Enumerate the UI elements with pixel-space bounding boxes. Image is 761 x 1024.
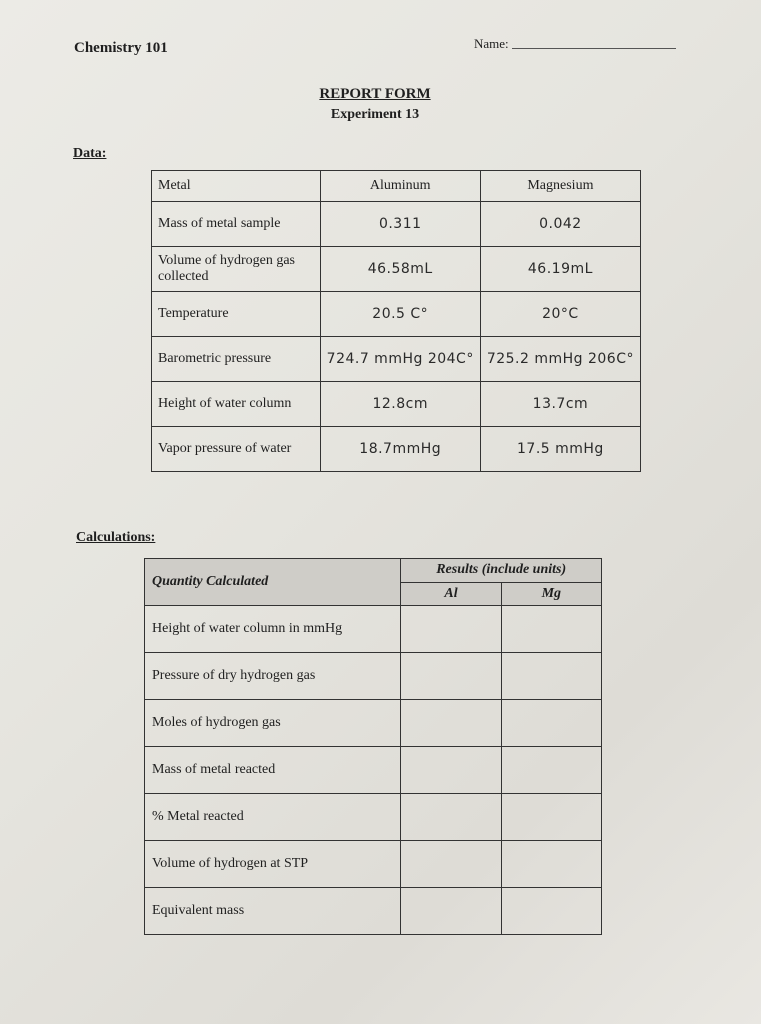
course-title: Chemistry 101 bbox=[74, 40, 168, 56]
aluminum-value: 0.311 bbox=[320, 202, 480, 247]
table-row bbox=[145, 653, 602, 700]
mg-result-cell[interactable] bbox=[501, 700, 601, 747]
magnesium-value: 46.19mL bbox=[480, 247, 640, 292]
quantity-label: Moles of hydrogen gas bbox=[145, 700, 401, 747]
quantity-label: Equivalent mass bbox=[145, 888, 401, 935]
table-row bbox=[152, 337, 641, 382]
magnesium-value: 20°C bbox=[480, 292, 640, 337]
col-header-aluminum: Aluminum bbox=[320, 171, 480, 202]
name-label: Name: bbox=[474, 36, 509, 51]
name-field-line bbox=[512, 48, 676, 49]
data-table-header bbox=[152, 171, 641, 202]
col-header-magnesium: Magnesium bbox=[480, 171, 640, 202]
al-result-cell[interactable] bbox=[401, 888, 501, 935]
quantity-label: % Metal reacted bbox=[145, 794, 401, 841]
al-result-cell[interactable] bbox=[401, 841, 501, 888]
mg-result-cell[interactable] bbox=[501, 606, 601, 653]
row-label: Height of water column bbox=[152, 382, 321, 427]
table-row bbox=[152, 427, 641, 472]
table-row bbox=[152, 202, 641, 247]
table-row bbox=[152, 247, 641, 292]
data-table bbox=[151, 170, 641, 472]
table-row bbox=[145, 888, 602, 935]
table-row bbox=[145, 700, 602, 747]
aluminum-value: 18.7mmHg bbox=[320, 427, 480, 472]
quantity-label: Volume of hydrogen at STP bbox=[145, 841, 401, 888]
row-label: Vapor pressure of water bbox=[152, 427, 321, 472]
table-row bbox=[145, 794, 602, 841]
mg-result-cell[interactable] bbox=[501, 747, 601, 794]
report-title: REPORT FORM bbox=[319, 86, 431, 102]
mg-result-cell[interactable] bbox=[501, 653, 601, 700]
al-result-cell[interactable] bbox=[401, 700, 501, 747]
calculations-table bbox=[144, 558, 602, 935]
quantity-label: Height of water column in mmHg bbox=[145, 606, 401, 653]
quantity-header: Quantity Calculated bbox=[145, 559, 401, 606]
magnesium-value: 725.2 mmHg 206C° bbox=[480, 337, 640, 382]
sub-header-mg: Mg bbox=[501, 582, 601, 606]
data-section-label: Data: bbox=[73, 146, 107, 161]
table-row bbox=[145, 747, 602, 794]
mg-result-cell[interactable] bbox=[501, 794, 601, 841]
row-label: Barometric pressure bbox=[152, 337, 321, 382]
mg-result-cell[interactable] bbox=[501, 888, 601, 935]
aluminum-value: 724.7 mmHg 204C° bbox=[320, 337, 480, 382]
experiment-subtitle: Experiment 13 bbox=[330, 107, 420, 122]
col-header-metal: Metal bbox=[152, 171, 321, 202]
aluminum-value: 20.5 C° bbox=[320, 292, 480, 337]
row-label: Temperature bbox=[152, 292, 321, 337]
calc-table-header bbox=[145, 559, 602, 583]
aluminum-value: 46.58mL bbox=[320, 247, 480, 292]
table-row bbox=[145, 606, 602, 653]
table-row bbox=[145, 841, 602, 888]
al-result-cell[interactable] bbox=[401, 747, 501, 794]
results-header: Results (include units) bbox=[401, 559, 602, 583]
aluminum-value: 12.8cm bbox=[320, 382, 480, 427]
al-result-cell[interactable] bbox=[401, 794, 501, 841]
quantity-label: Mass of metal reacted bbox=[145, 747, 401, 794]
sub-header-al: Al bbox=[401, 582, 501, 606]
row-label: Volume of hydrogen gas collected bbox=[152, 247, 321, 292]
magnesium-value: 0.042 bbox=[480, 202, 640, 247]
magnesium-value: 17.5 mmHg bbox=[480, 427, 640, 472]
al-result-cell[interactable] bbox=[401, 653, 501, 700]
al-result-cell[interactable] bbox=[401, 606, 501, 653]
row-label: Mass of metal sample bbox=[152, 202, 321, 247]
mg-result-cell[interactable] bbox=[501, 841, 601, 888]
table-row bbox=[152, 382, 641, 427]
quantity-label: Pressure of dry hydrogen gas bbox=[145, 653, 401, 700]
calculations-section-label: Calculations: bbox=[76, 530, 156, 545]
magnesium-value: 13.7cm bbox=[480, 382, 640, 427]
table-row bbox=[152, 292, 641, 337]
